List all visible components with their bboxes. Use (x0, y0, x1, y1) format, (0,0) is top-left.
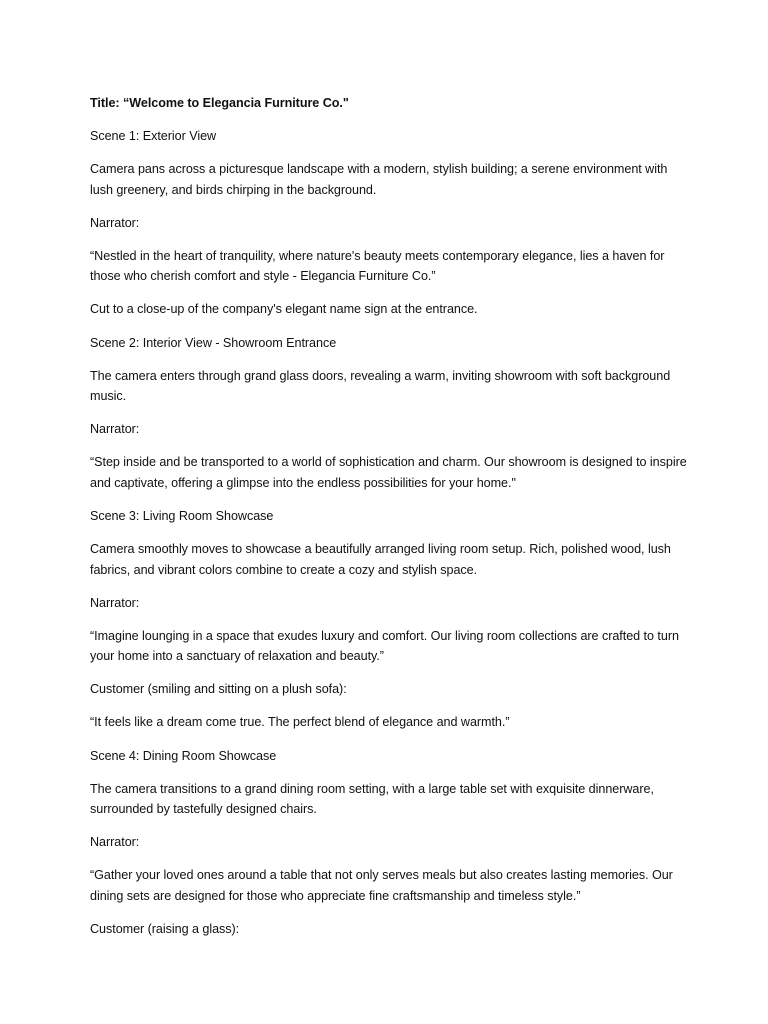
scene-1-direction: Cut to a close-up of the company's elegant name sign at the entrance. (90, 302, 478, 317)
speaker-label: Narrator: (90, 835, 140, 850)
speaker-label: Narrator: (90, 215, 140, 230)
scene-3-description: Camera smoothly moves to showcase a beautifully arranged living room setup. Rich, polished wood, lush fabrics, and vibrant colors combine to create a cozy and stylish space. (90, 542, 671, 577)
speaker-label: Customer (smiling and sitting on a plush sofa): (90, 682, 347, 697)
scene-3-heading: Scene 3: Living Room Showcase (90, 508, 274, 523)
narrator-line: “Step inside and be transported to a world of sophistication and charm. Our showroom is designed to inspire and captivate, offering a glimpse into the endless possibilities for your home." (90, 455, 687, 490)
narrator-line: “Nestled in the heart of tranquility, where nature's beauty meets contemporary elegance, lies a haven for those who cherish comfort and style - Elegancia Furniture Co.” (90, 248, 665, 284)
customer-line: “It feels like a dream come true. The perfect blend of elegance and warmth.” (90, 715, 510, 730)
narrator-line: “Gather your loved ones around a table that not only serves meals but also creates lasting memories. Our dining sets are designed for those who appreciate fine craftsmanship and timeless style.” (90, 868, 673, 903)
scene-4-heading: Scene 4: Dining Room Showcase (90, 748, 277, 763)
scene-4-description: The camera transitions to a grand dining room setting, with a large table set with exquisite dinnerware, surrounded by tastefully designed chairs. (90, 781, 654, 817)
speaker-label: Narrator: (90, 422, 140, 437)
speaker-label: Customer (raising a glass): (90, 921, 240, 936)
narrator-line: “Imagine lounging in a space that exudes luxury and comfort. Our living room collections are crafted to turn your home into a sanctuary of relaxation and beauty.” (90, 628, 679, 664)
scene-2-description: The camera enters through grand glass doors, revealing a warm, inviting showroom with soft background music. (90, 368, 671, 404)
document-title: Title: “Welcome to Elegancia Furniture Co." (90, 96, 349, 110)
scene-1-heading: Scene 1: Exterior View (90, 129, 217, 144)
speaker-label: Narrator: (90, 595, 140, 610)
scene-1-description: Camera pans across a picturesque landscape with a modern, stylish building; a serene environment with lush greenery, and birds chirping in the background. (90, 162, 668, 197)
document-page (90, 93, 688, 952)
scene-2-heading: Scene 2: Interior View - Showroom Entrance (90, 335, 337, 350)
